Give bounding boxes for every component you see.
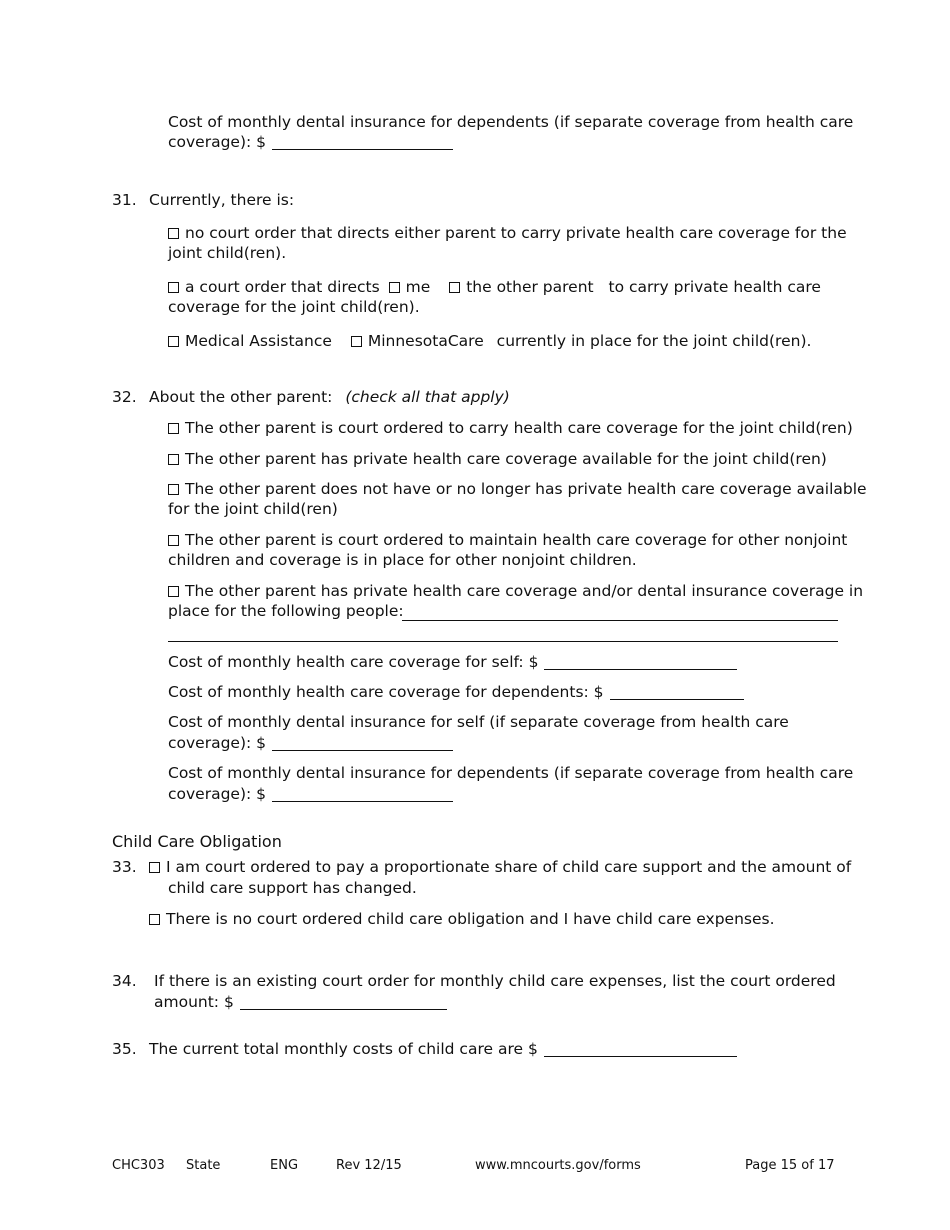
q32-prompt-row <box>149 387 510 408</box>
q31-other-parent-label: the other parent <box>466 278 594 296</box>
q32-option-d <box>168 530 847 551</box>
q32-option-e <box>168 581 863 602</box>
q32-option-a-checkbox[interactable] <box>168 423 179 434</box>
q31-ma-suffix: currently in place for the joint child(ren). <box>496 332 812 350</box>
q32-option-a-text: The other parent is court ordered to carry health care coverage for the joint child(ren) <box>185 419 853 437</box>
q32-option-c <box>168 479 867 500</box>
q31-mncare-checkbox[interactable] <box>351 336 362 347</box>
q31-prompt: Currently, there is: <box>149 191 295 209</box>
q33-option-b-checkbox[interactable] <box>149 914 160 925</box>
q32-cost-dependents-label: Cost of monthly health care coverage for dependents: $ <box>168 683 604 701</box>
q32-dental-dependents-row <box>168 784 453 805</box>
q33-option-a-text: I am court ordered to pay a proportionate share of child care support and the amount of <box>166 858 852 876</box>
q32-option-c-text-2: for the joint child(ren) <box>168 500 338 518</box>
q33-option-a-text-2: child care support has changed. <box>168 879 417 897</box>
dental-dependents-amount-row-top <box>168 132 453 153</box>
child-care-section-title: Child Care Obligation <box>112 832 282 851</box>
q35-label: The current total monthly costs of child care are $ <box>149 1040 538 1058</box>
dental-dependents-label-top: Cost of monthly dental insurance for dependents (if separate coverage from health care <box>168 113 854 131</box>
q32-option-a <box>168 418 853 439</box>
q35-amount-input[interactable] <box>544 1042 737 1057</box>
q33-option-a-checkbox[interactable] <box>149 862 160 873</box>
q32-option-e-checkbox[interactable] <box>168 586 179 597</box>
q34-amount-row <box>154 992 447 1013</box>
q31-order-pre: a court order that directs <box>185 278 380 296</box>
q32-dental-dependents-label-2: coverage): $ <box>168 785 267 803</box>
q32-cost-self-row <box>168 652 737 673</box>
q31-ma-row <box>168 331 811 352</box>
q32-option-e-text-2: place for the following people: <box>168 602 404 620</box>
q31-order-checkbox[interactable] <box>168 282 179 293</box>
q32-cost-self-label: Cost of monthly health care coverage for self: $ <box>168 653 539 671</box>
q32-option-b-text: The other parent has private health care coverage available for the joint child(ren) <box>185 450 827 468</box>
q31-order-text-2: coverage for the joint child(ren). <box>168 298 420 316</box>
q32-cost-self-input[interactable] <box>544 655 737 670</box>
q32-people-input-2[interactable] <box>168 641 838 642</box>
dental-dependents-label-top-2: coverage): $ <box>168 133 267 151</box>
q31-me-checkbox[interactable] <box>389 282 400 293</box>
footer-language: ENG <box>270 1158 299 1173</box>
q31-me-label: me <box>405 278 431 296</box>
footer-form-id: CHC303 <box>112 1158 165 1173</box>
q31-number: 31. <box>112 191 137 209</box>
q31-no-order-checkbox[interactable] <box>168 228 179 239</box>
footer-jurisdiction: State <box>186 1158 221 1173</box>
q35-row <box>149 1039 737 1060</box>
q32-dental-self-row <box>168 733 453 754</box>
q32-dental-dependents-input[interactable] <box>272 787 453 802</box>
q31-no-order-row <box>168 223 847 244</box>
q31-ma-label: Medical Assistance <box>185 332 332 350</box>
q31-order-row <box>168 277 821 298</box>
q34-amount-input[interactable] <box>240 995 447 1010</box>
q32-dental-self-label-2: coverage): $ <box>168 734 267 752</box>
dental-dependents-input-top[interactable] <box>272 135 453 150</box>
q32-number: 32. <box>112 388 137 406</box>
q34-amount-label: amount: $ <box>154 993 234 1011</box>
q32-cost-dependents-input[interactable] <box>610 685 744 700</box>
footer-website-link[interactable]: www.mncourts.gov/forms <box>475 1158 641 1173</box>
q32-prompt: About the other parent: <box>149 388 333 406</box>
q34-text: If there is an existing court order for monthly child care expenses, list the court ordered <box>154 972 836 990</box>
q32-option-b-checkbox[interactable] <box>168 454 179 465</box>
q32-cost-dependents-row <box>168 682 744 703</box>
q32-hint: (check all that apply) <box>345 388 510 406</box>
q31-ma-checkbox[interactable] <box>168 336 179 347</box>
q31-other-parent-checkbox[interactable] <box>449 282 460 293</box>
q33-option-b <box>149 909 775 930</box>
q34-number: 34. <box>112 972 137 990</box>
q32-dental-dependents-label: Cost of monthly dental insurance for dependents (if separate coverage from health care <box>168 764 854 782</box>
q33-option-a <box>149 857 851 878</box>
q32-option-c-checkbox[interactable] <box>168 484 179 495</box>
q35-number: 35. <box>112 1040 137 1058</box>
q32-option-d-text: The other parent is court ordered to maintain health care coverage for other nonjoint <box>185 531 848 549</box>
q32-option-d-checkbox[interactable] <box>168 535 179 546</box>
q31-mncare-label: MinnesotaCare <box>367 332 484 350</box>
footer-revision: Rev 12/15 <box>336 1158 402 1173</box>
q32-option-e-text: The other parent has private health care coverage and/or dental insurance coverage in <box>185 582 864 600</box>
q32-dental-self-label: Cost of monthly dental insurance for self (if separate coverage from health care <box>168 713 789 731</box>
q32-dental-self-input[interactable] <box>272 736 453 751</box>
q32-option-c-text: The other parent does not have or no longer has private health care coverage available <box>185 480 867 498</box>
q32-option-d-text-2: children and coverage is in place for other nonjoint children. <box>168 551 637 569</box>
q33-number: 33. <box>112 858 137 876</box>
q32-people-input-1[interactable] <box>402 620 838 621</box>
q32-option-e-row-2 <box>168 601 404 622</box>
q31-order-post: to carry private health care <box>608 278 821 296</box>
q32-option-b <box>168 449 827 470</box>
q31-no-order-text: no court order that directs either parent to carry private health care coverage for the <box>185 224 847 242</box>
footer-page-number: Page 15 of 17 <box>745 1158 835 1173</box>
q33-option-b-text: There is no court ordered child care obligation and I have child care expenses. <box>166 910 775 928</box>
q31-no-order-text-2: joint child(ren). <box>168 244 287 262</box>
